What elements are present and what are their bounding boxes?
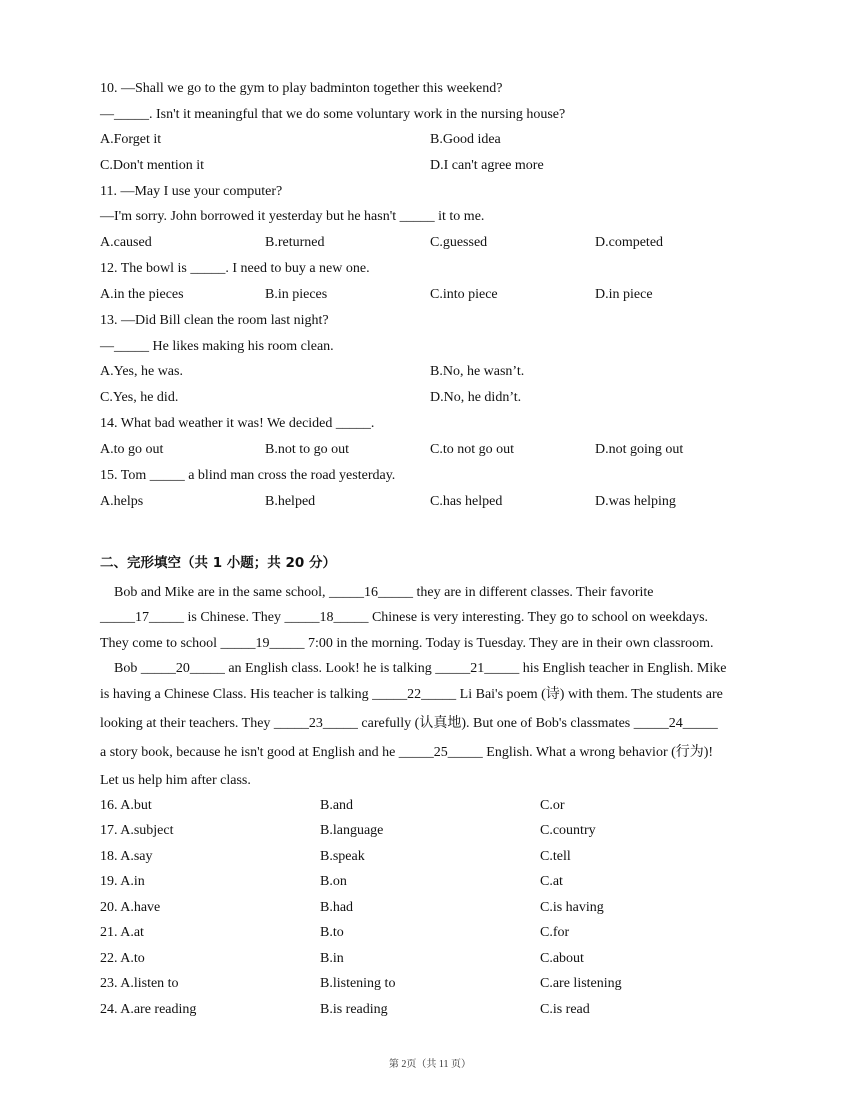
cloze-item-23-a: 23. A.listen to	[100, 976, 179, 991]
cloze-item-18-b: B.speak	[320, 849, 365, 864]
q12-option-d: D.in piece	[595, 287, 653, 302]
section-title: 二、完形填空（共 1 小题；共 20 分）	[100, 555, 336, 571]
cloze-item-21-b: B.to	[320, 925, 344, 940]
cloze-item-23-b: B.listening to	[320, 976, 396, 991]
cloze-item-24-c: C.is read	[540, 1002, 590, 1017]
cloze-item-19-a: 19. A.in	[100, 874, 145, 889]
q15-stem: 15. Tom _____ a blind man cross the road yesterday.	[100, 468, 396, 483]
q13-stem-line2: —_____ He likes making his room clean.	[100, 339, 334, 354]
q10-option-c: C.Don't mention it	[100, 158, 205, 173]
cloze-item-24-b: B.is reading	[320, 1002, 388, 1017]
passage-line: a story book, because he isn't good at English and he _____25_____ English. What a wrong behavior (行为)!	[100, 745, 714, 760]
cloze-item-22-b: B.in	[320, 951, 344, 966]
q15-option-b: B.helped	[265, 494, 316, 509]
q15-option-d: D.was helping	[595, 494, 676, 509]
q14-option-c: C.to not go out	[430, 442, 515, 457]
passage-line: _____17_____ is Chinese. They _____18_____ Chinese is very interesting. They go to school on weekdays.	[100, 610, 709, 625]
q13-option-c: C.Yes, he did.	[100, 390, 179, 405]
q14-option-a: A.to go out	[100, 442, 164, 457]
page-footer: 第 2页（共 11 页）	[388, 1059, 472, 1070]
cloze-item-22-a: 22. A.to	[100, 951, 145, 966]
q14-option-d: D.not going out	[595, 442, 684, 457]
q12-option-a: A.in the pieces	[100, 287, 184, 302]
q15-option-c: C.has helped	[430, 494, 503, 509]
q11-stem-line2: —I'm sorry. John borrowed it yesterday but he hasn't _____ it to me.	[100, 209, 485, 224]
q11-stem-line1: 11. —May I use your computer?	[100, 184, 283, 199]
cloze-item-17-c: C.country	[540, 823, 596, 838]
passage-line: Bob _____20_____ an English class. Look! he is talking _____21_____ his English teacher in English. Mike	[114, 661, 727, 676]
cloze-item-20-a: 20. A.have	[100, 900, 161, 915]
cloze-item-19-b: B.on	[320, 874, 347, 889]
q12-stem: 12. The bowl is _____. I need to buy a new one.	[100, 261, 370, 276]
passage-line: is having a Chinese Class. His teacher is talking _____22_____ Li Bai's poem (诗) with them. The students are	[100, 687, 723, 702]
passage-line: They come to school _____19_____ 7:00 in the morning. Today is Tuesday. They are in their own classroom.	[100, 636, 714, 651]
q11-option-d: D.competed	[595, 235, 664, 250]
q11-option-a: A.caused	[100, 235, 152, 250]
cloze-item-17-b: B.language	[320, 823, 384, 838]
q14-stem: 14. What bad weather it was! We decided _____.	[100, 416, 375, 431]
cloze-item-18-a: 18. A.say	[100, 849, 153, 864]
cloze-item-20-c: C.is having	[540, 900, 604, 915]
q11-option-c: C.guessed	[430, 235, 488, 250]
cloze-item-19-c: C.at	[540, 874, 563, 889]
q13-option-b: B.No, he wasn’t.	[430, 364, 525, 379]
cloze-item-16-c: C.or	[540, 798, 565, 813]
passage-line: Bob and Mike are in the same school, _____16_____ they are in different classes. Their favorite	[114, 585, 654, 600]
q13-option-d: D.No, he didn’t.	[430, 390, 522, 405]
cloze-item-16-b: B.and	[320, 798, 354, 813]
q10-stem-line1: 10. —Shall we go to the gym to play badminton together this weekend?	[100, 81, 503, 96]
q10-stem-line2: —_____. Isn't it meaningful that we do some voluntary work in the nursing house?	[100, 107, 566, 122]
q10-option-b: B.Good idea	[430, 132, 501, 147]
cloze-item-24-a: 24. A.are reading	[100, 1002, 197, 1017]
q13-option-a: A.Yes, he was.	[100, 364, 183, 379]
q14-option-b: B.not to go out	[265, 442, 350, 457]
cloze-item-22-c: C.about	[540, 951, 584, 966]
passage-line: looking at their teachers. They _____23_____ carefully (认真地). But one of Bob's classmates _____24_____	[100, 716, 718, 731]
q12-option-c: C.into piece	[430, 287, 498, 302]
cloze-item-17-a: 17. A.subject	[100, 823, 174, 838]
q13-stem-line1: 13. —Did Bill clean the room last night?	[100, 313, 329, 328]
q10-option-d: D.I can't agree more	[430, 158, 544, 173]
q10-option-a: A.Forget it	[100, 132, 162, 147]
q12-option-b: B.in pieces	[265, 287, 328, 302]
cloze-item-16-a: 16. A.but	[100, 798, 152, 813]
cloze-item-23-c: C.are listening	[540, 976, 622, 991]
cloze-item-18-c: C.tell	[540, 849, 571, 864]
q15-option-a: A.helps	[100, 494, 144, 509]
passage-line: Let us help him after class.	[100, 773, 251, 788]
q11-option-b: B.returned	[265, 235, 325, 250]
cloze-item-20-b: B.had	[320, 900, 354, 915]
cloze-item-21-c: C.for	[540, 925, 570, 940]
cloze-item-21-a: 21. A.at	[100, 925, 144, 940]
